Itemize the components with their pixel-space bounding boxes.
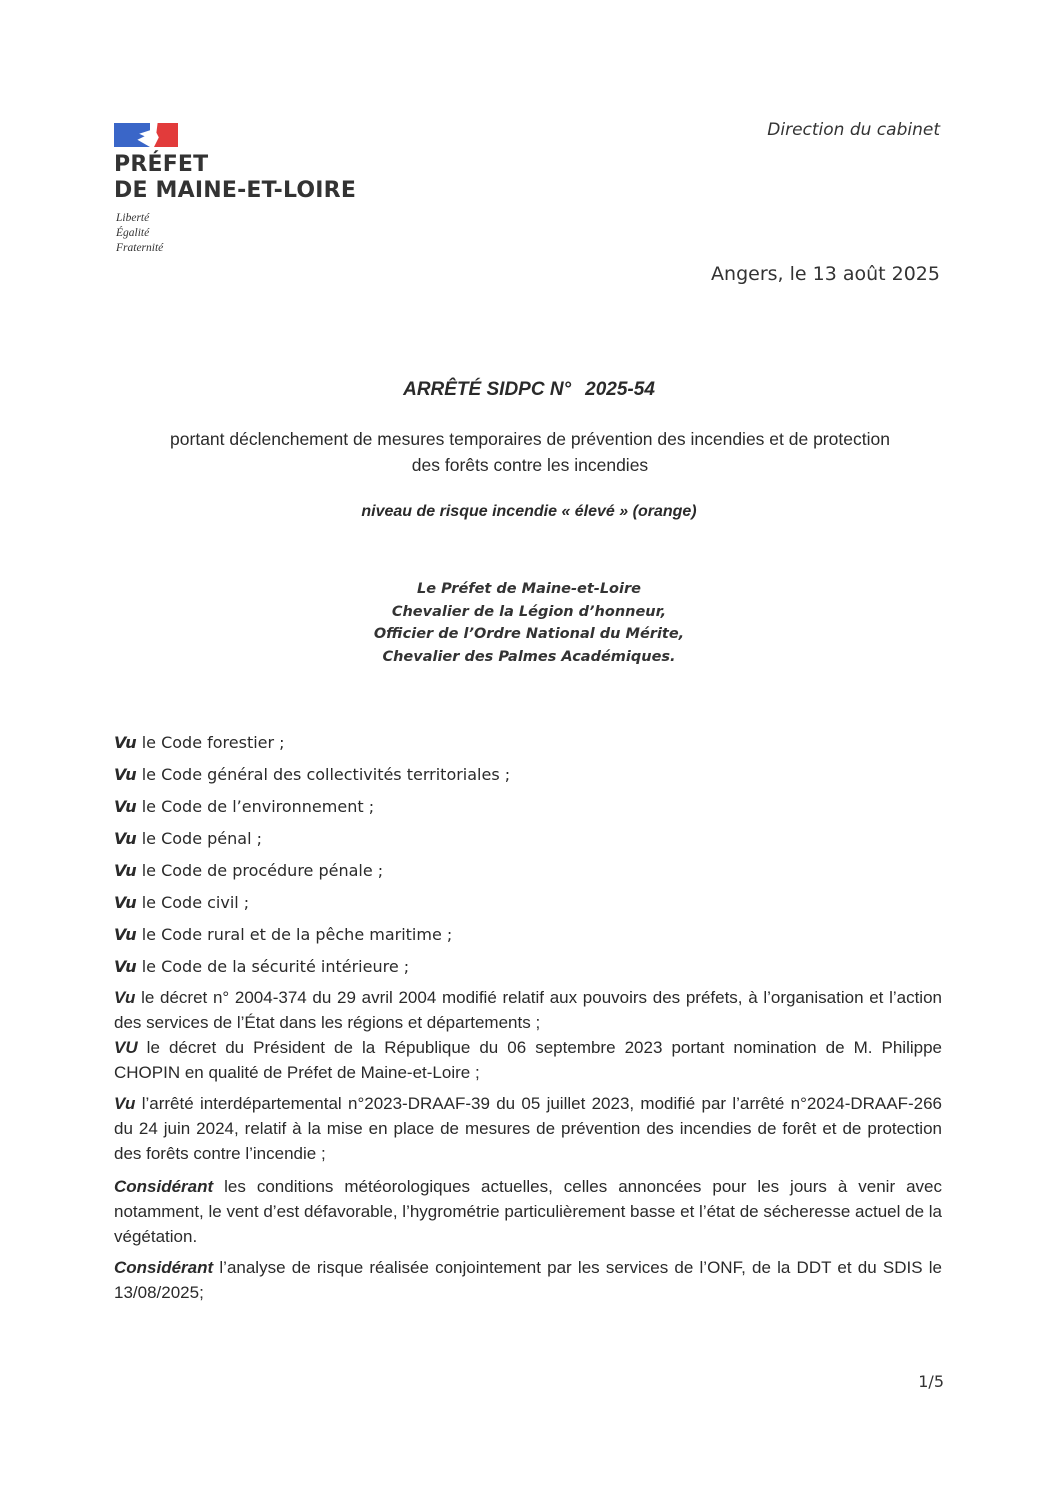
arrete-subject	[110, 426, 950, 478]
prefet-title-line: Officier de l’Ordre National du Mérite,	[373, 626, 685, 642]
visa-item: Vu le Code de procédure pénale ;	[114, 861, 384, 880]
arrete-subject-line2: des forêts contre les incendies	[411, 455, 649, 475]
arrete-subject-line1: portant déclenchement de mesures temporaires de prévention des incendies et de protection	[170, 429, 890, 449]
motto-fraternite: Fraternité	[116, 242, 164, 254]
prefecture-title-line1: PRÉFET	[114, 152, 209, 177]
visa-item: Vu le Code général des collectivités territoriales ;	[114, 765, 511, 784]
flag-blue-shape	[114, 123, 150, 147]
marianne-flag-icon	[114, 123, 178, 147]
visa-item: Vu le Code de l’environnement ;	[114, 797, 375, 816]
visa-codes-list	[114, 732, 510, 988]
page-number: 1/5	[918, 1372, 944, 1391]
risk-level: niveau de risque incendie « élevé » (orange)	[361, 503, 697, 520]
document-date: Angers, le 13 août 2025	[711, 263, 940, 285]
visa-item: Vu le Code rural et de la pêche maritime ;	[114, 925, 453, 944]
flag-red-shape	[154, 123, 178, 147]
visa-paragraph-decret-2004: Vu le décret n° 2004-374 du 29 avril 2004 modifié relatif aux pouvoirs des préfets, à l’organisation et l’action des services de l’État dans les régions et départements ;	[114, 988, 942, 1032]
visa-item: Vu le Code pénal ;	[114, 829, 262, 848]
prefet-title-line: Chevalier de la Légion d’honneur,	[391, 603, 667, 620]
direction-label: Direction du cabinet	[767, 120, 940, 140]
visa-item: Vu le Code forestier ;	[114, 733, 285, 752]
arrete-number: 2025-54	[585, 379, 655, 400]
considerant-paragraph-meteo: Considérant les conditions météorologiques actuelles, celles annoncées pour les jours à venir avec notamment, le vent d’est défavorable, l’hygrométrie particulièrement basse et l’état de sécheresse actuel de la végétation.	[114, 1177, 942, 1246]
visa-paragraph-arrete-draaf: Vu l’arrêté interdépartemental n°2023-DRAAF-39 du 05 juillet 2023, modifié par l’arrêté n°2024-DRAAF-266 du 24 juin 2024, relatif à la mise en place de mesures de prévention des incendies de forêt et de protection des forêts contre l’incendie ;	[114, 1094, 942, 1163]
visa-item: Vu le Code civil ;	[114, 893, 250, 912]
visa-item: Vu le Code de la sécurité intérieure ;	[114, 957, 410, 976]
arrete-title-prefix: ARRÊTÉ SIDPC N°	[403, 379, 572, 400]
prefecture-title-line2: DE MAINE-ET-LOIRE	[114, 178, 357, 203]
prefecture-title	[114, 152, 356, 204]
motto-liberte: Liberté	[116, 212, 150, 224]
motto-egalite: Égalité	[116, 227, 150, 239]
arrete-title	[0, 379, 1058, 401]
visa-paragraph-nomination: VU le décret du Président de la République du 06 septembre 2023 portant nomination de M. Philippe CHOPIN en qualité de Préfet de Maine-et-Loire ;	[114, 1038, 942, 1082]
republic-motto	[116, 211, 163, 256]
prefet-titles	[0, 578, 1058, 668]
prefet-title-line: Le Préfet de Maine-et-Loire	[417, 581, 641, 597]
considerant-paragraph-analyse: Considérant l’analyse de risque réalisée conjointement par les services de l’ONF, de la DDT et du SDIS le 13/08/2025;	[114, 1258, 942, 1302]
prefet-title-line: Chevalier des Palmes Académiques.	[382, 648, 676, 665]
